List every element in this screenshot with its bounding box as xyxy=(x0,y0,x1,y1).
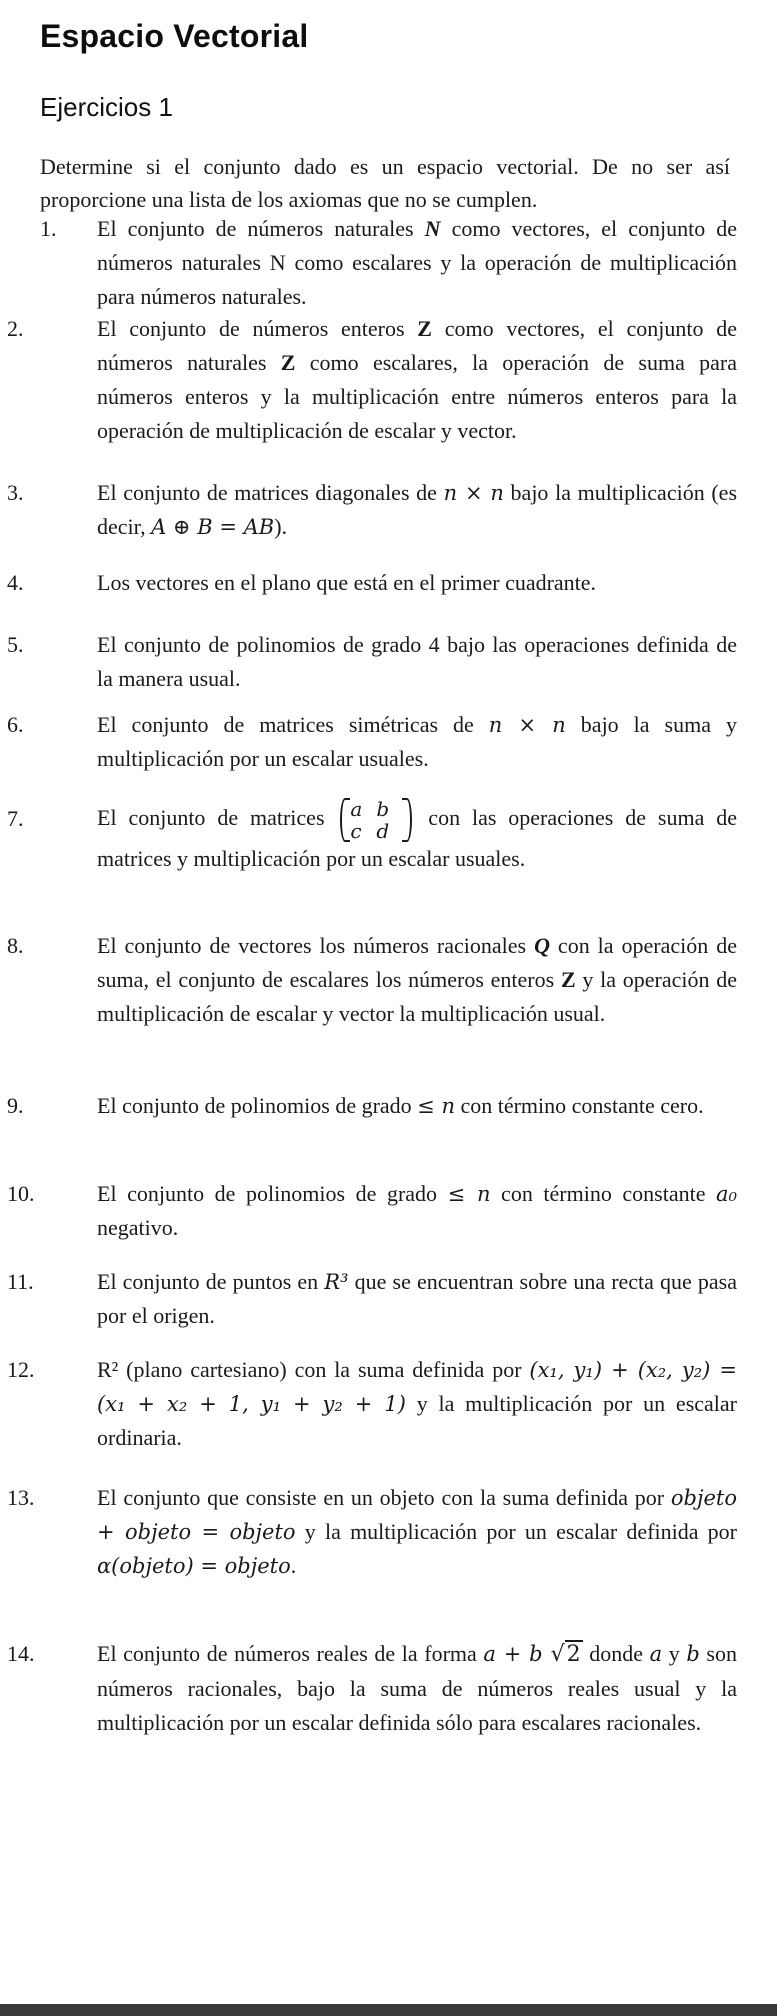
list-item xyxy=(0,1265,777,1335)
list-item xyxy=(0,1177,777,1247)
item-text: El conjunto de polinomios de grado ≤ n con término constante a₀ negativo. xyxy=(97,1181,737,1240)
item-text: El conjunto de números enteros Z como vectores, el conjunto de números naturales Z como escalares, la operación de suma para números enteros y la multiplicación entre números enteros para la operación de multiplicación de escalar y vector. xyxy=(97,316,738,443)
item-number: 14. xyxy=(7,1641,35,1666)
item-text: El conjunto de números naturales N como vectores, el conjunto de números naturales N como escalares y la operación de multiplicación para números naturales. xyxy=(97,216,737,309)
item-number: 11. xyxy=(7,1269,34,1294)
item-text: El conjunto de polinomios de grado 4 bajo las operaciones definida de la manera usual. xyxy=(97,632,737,691)
item-number: 6. xyxy=(7,712,24,737)
list-item xyxy=(0,312,777,482)
list-item xyxy=(0,929,777,1069)
item-text: El conjunto de matrices diagonales de n × n bajo la multiplicación (es decir, A ⊕ B = AB). xyxy=(97,480,738,539)
item-number: 2. xyxy=(7,316,24,341)
item-text: R² (plano cartesiano) con la suma definida por (x₁, y₁) + (x₂, y₂) = (x₁ + x₂ + 1, y₁ + y₂ + 1) y la multiplicación por un escalar ordinaria. xyxy=(97,1357,737,1450)
list-item xyxy=(0,1353,777,1463)
list-item xyxy=(0,1089,777,1159)
item-text: Los vectores en el plano que está en el primer cuadrante. xyxy=(97,570,597,595)
item-text: El conjunto que consiste en un objeto con la suma definida por objeto + objeto = objeto y la multiplicación por un escalar definida por α(objeto) = objeto. xyxy=(97,1485,737,1578)
list-item xyxy=(0,1481,777,1621)
item-number: 1. xyxy=(40,216,57,241)
item-text: El conjunto de vectores los números racionales Q con la operación de suma, el conjunto de escalares los números enteros Z y la operación de multiplicación de escalar y vector la multiplicación usual. xyxy=(97,933,738,1026)
matrix-abcd: a b c d xyxy=(340,798,412,842)
page-title: Espacio Vectorial xyxy=(40,18,309,54)
item-number: 3. xyxy=(7,480,24,505)
item-number: 9. xyxy=(7,1093,24,1118)
list-item xyxy=(0,212,777,317)
item-number: 5. xyxy=(7,632,24,657)
item-text: El conjunto de matrices a b c d con las operaciones de suma de matrices y multiplicación por un escalar usuales. xyxy=(97,797,737,871)
list-item xyxy=(0,476,777,546)
item-text: El conjunto de polinomios de grado ≤ n con término constante cero. xyxy=(97,1093,704,1118)
instructions-paragraph: Determine si el conjunto dado es un espacio vectorial. De no ser así proporcione una lista de los axiomas que no se cumplen. xyxy=(40,154,730,212)
list-item xyxy=(0,566,777,636)
list-item xyxy=(0,1637,777,1787)
item-number: 10. xyxy=(7,1181,35,1206)
list-item xyxy=(0,628,777,698)
item-number: 4. xyxy=(7,570,24,595)
list-item xyxy=(0,708,777,778)
item-number: 13. xyxy=(7,1485,35,1510)
item-number: 7. xyxy=(7,806,24,831)
item-text: El conjunto de matrices simétricas de n × n bajo la suma y multiplicación por un escalar usuales. xyxy=(97,712,737,771)
sqrt-expression: √2 xyxy=(542,1642,581,1667)
bottom-edge-bar xyxy=(0,2004,777,2016)
item-number: 8. xyxy=(7,933,24,958)
list-item xyxy=(0,798,777,908)
item-text: El conjunto de números reales de la forma a + b √2 donde a y b son números racionales, bajo la suma de números reales usual y la multiplicación por un escalar definida sólo para escalares racionales. xyxy=(97,1641,737,1735)
item-number: 12. xyxy=(7,1357,35,1382)
section-subtitle: Ejercicios 1 xyxy=(40,92,173,122)
item-text: El conjunto de puntos en R³ que se encuentran sobre una recta que pasa por el origen. xyxy=(97,1269,737,1328)
